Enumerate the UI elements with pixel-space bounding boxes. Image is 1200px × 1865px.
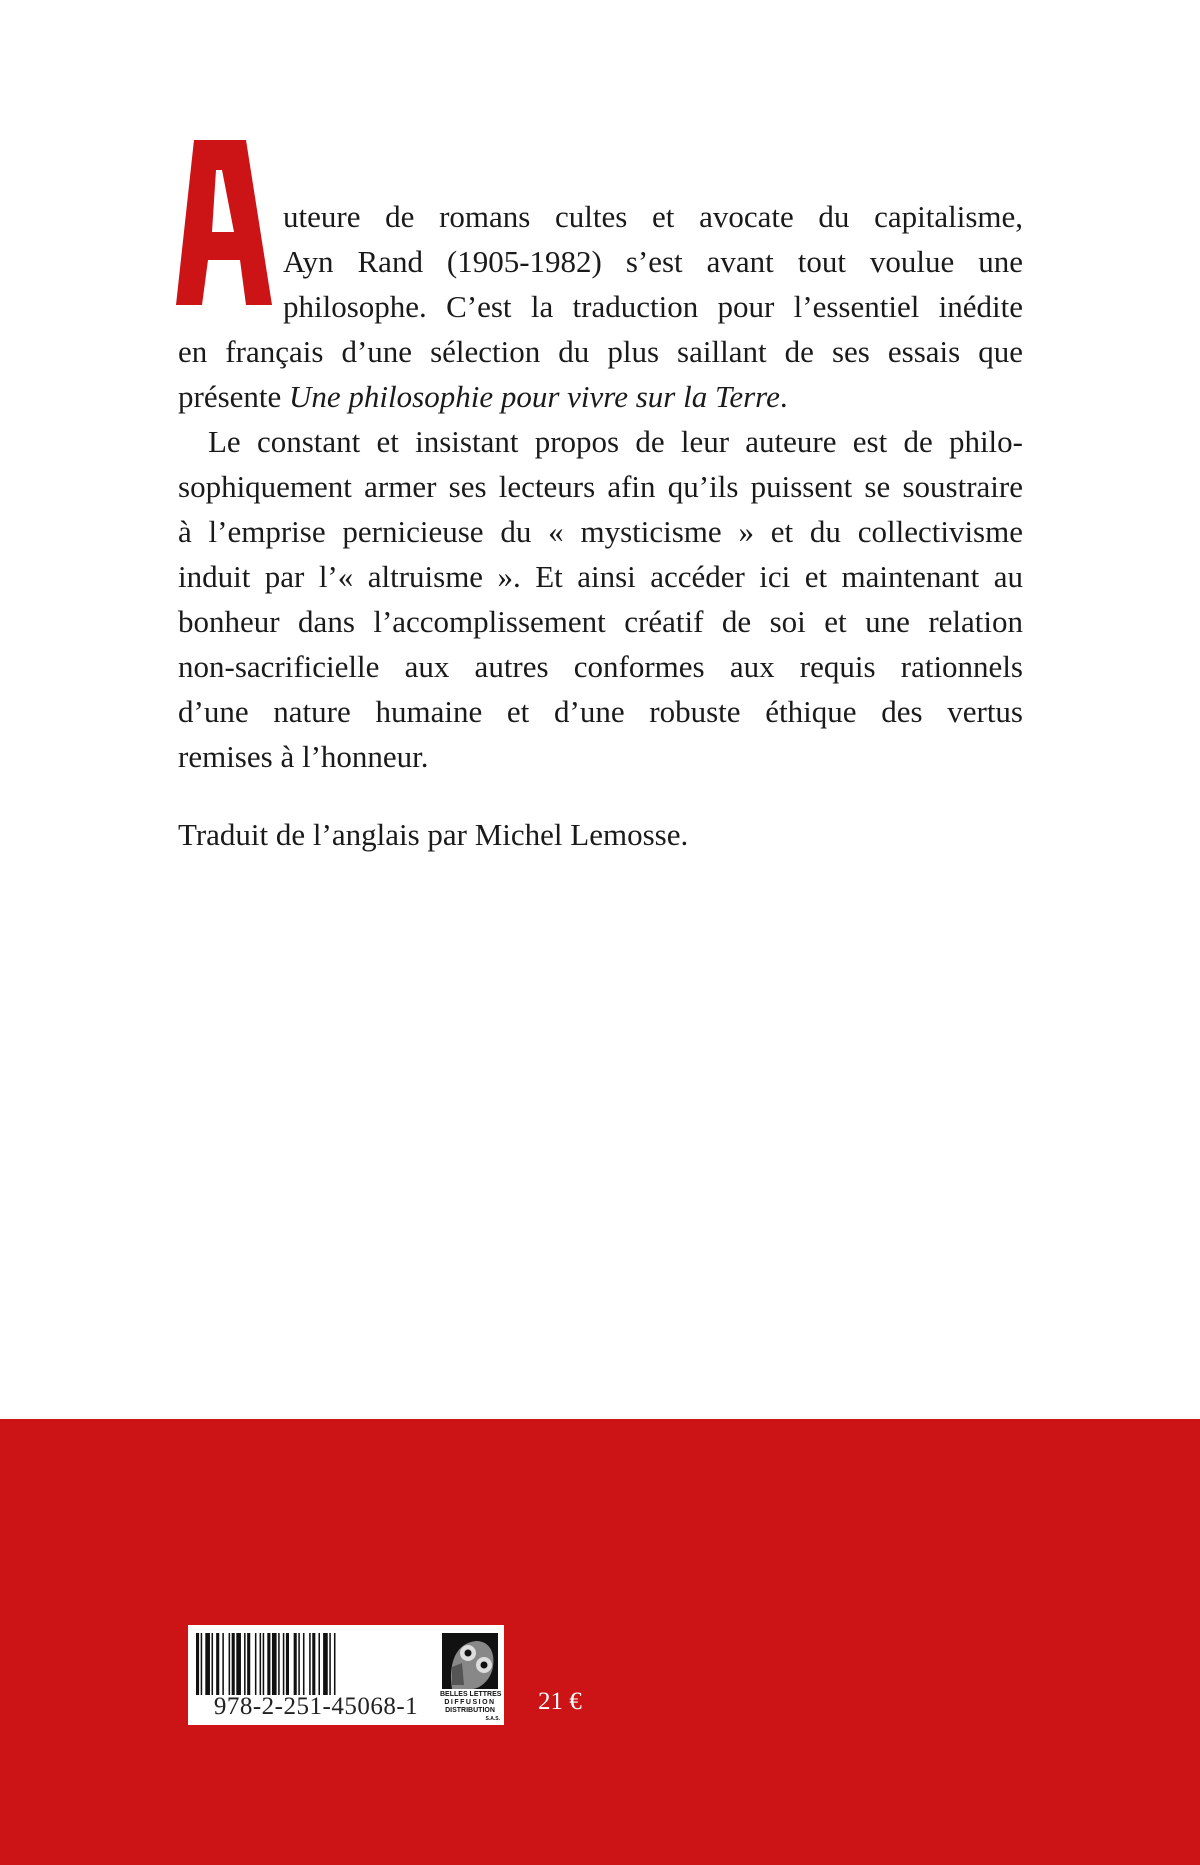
text-line: philosophe. C’est la traduction pour l’essentiel inédite bbox=[283, 289, 1023, 324]
barcode-bar bbox=[286, 1633, 289, 1695]
drop-cap-letter bbox=[176, 140, 272, 305]
barcode-bar bbox=[236, 1633, 241, 1695]
text-line: sophiquement armer ses lecteurs afin qu’ils puissent se soustraire bbox=[178, 469, 1023, 504]
barcode-bar bbox=[329, 1633, 331, 1695]
text-line: bonheur dans l’accomplissement créatif de soi et une relation bbox=[178, 604, 1023, 639]
barcode-bar bbox=[232, 1633, 235, 1695]
barcode-bar bbox=[222, 1633, 224, 1695]
barcode-bar bbox=[309, 1633, 311, 1695]
text-line: à l’emprise pernicieuse du « mysticisme » et du collectivisme bbox=[178, 514, 1023, 549]
barcode-bar bbox=[294, 1633, 297, 1695]
barcode-bar bbox=[247, 1633, 250, 1695]
barcode-bar bbox=[272, 1633, 277, 1695]
owl-logo-icon bbox=[442, 1633, 498, 1689]
book-title: Une philosophie pour vivre sur la Terre bbox=[289, 379, 780, 414]
red-footer-band bbox=[0, 1419, 1200, 1865]
barcode-label bbox=[188, 1625, 504, 1725]
text-line: induit par l’« altruisme ». Et ainsi accéder ici et maintenant au bbox=[178, 559, 1023, 594]
barcode-bar bbox=[318, 1633, 320, 1695]
translator-credit: Traduit de l’anglais par Michel Lemosse. bbox=[178, 817, 689, 852]
text-line: Le constant et insistant propos de leur auteure est de philo- bbox=[208, 424, 1023, 459]
barcode-bar bbox=[205, 1633, 210, 1695]
barcode-bar bbox=[196, 1633, 199, 1695]
barcode-bar bbox=[278, 1633, 280, 1695]
barcode-bar bbox=[312, 1633, 315, 1695]
barcode-bar bbox=[229, 1633, 231, 1695]
barcode-bar bbox=[303, 1633, 305, 1695]
barcode-bar bbox=[263, 1633, 265, 1695]
text-line: uteure de romans cultes et avocate du capitalisme, bbox=[283, 199, 1023, 234]
barcode-bar bbox=[267, 1633, 270, 1695]
barcode-bar bbox=[212, 1633, 214, 1695]
barcode-bar bbox=[323, 1633, 328, 1695]
text-line: présente Une philosophie pour vivre sur la Terre. bbox=[178, 379, 788, 414]
isbn-number: 978-2-251-45068-1 bbox=[213, 1693, 419, 1720]
text-line: remises à l’honneur. bbox=[178, 739, 429, 774]
barcode-bar bbox=[283, 1633, 285, 1695]
text-line: en français d’une sélection du plus saillant de ses essais que bbox=[178, 334, 1023, 369]
barcode bbox=[196, 1633, 436, 1695]
text-line: non-sacrificielle aux autres conformes aux requis rationnels bbox=[178, 649, 1023, 684]
barcode-bar bbox=[334, 1633, 336, 1695]
barcode-bar bbox=[244, 1633, 246, 1695]
barcode-bar bbox=[260, 1633, 262, 1695]
text-line: d’une nature humaine et d’une robuste éthique des vertus bbox=[178, 694, 1023, 729]
barcode-bar bbox=[255, 1633, 257, 1695]
barcode-bar bbox=[201, 1633, 203, 1695]
price: 21 € bbox=[538, 1688, 582, 1715]
distributor-logo-text: BELLES LETTRES DIFFUSION DISTRIBUTION S.A.S. bbox=[440, 1691, 502, 1722]
barcode-bar bbox=[298, 1633, 300, 1695]
text-line: Ayn Rand (1905-1982) s’est avant tout voulue une bbox=[283, 244, 1023, 279]
barcode-bar bbox=[216, 1633, 219, 1695]
